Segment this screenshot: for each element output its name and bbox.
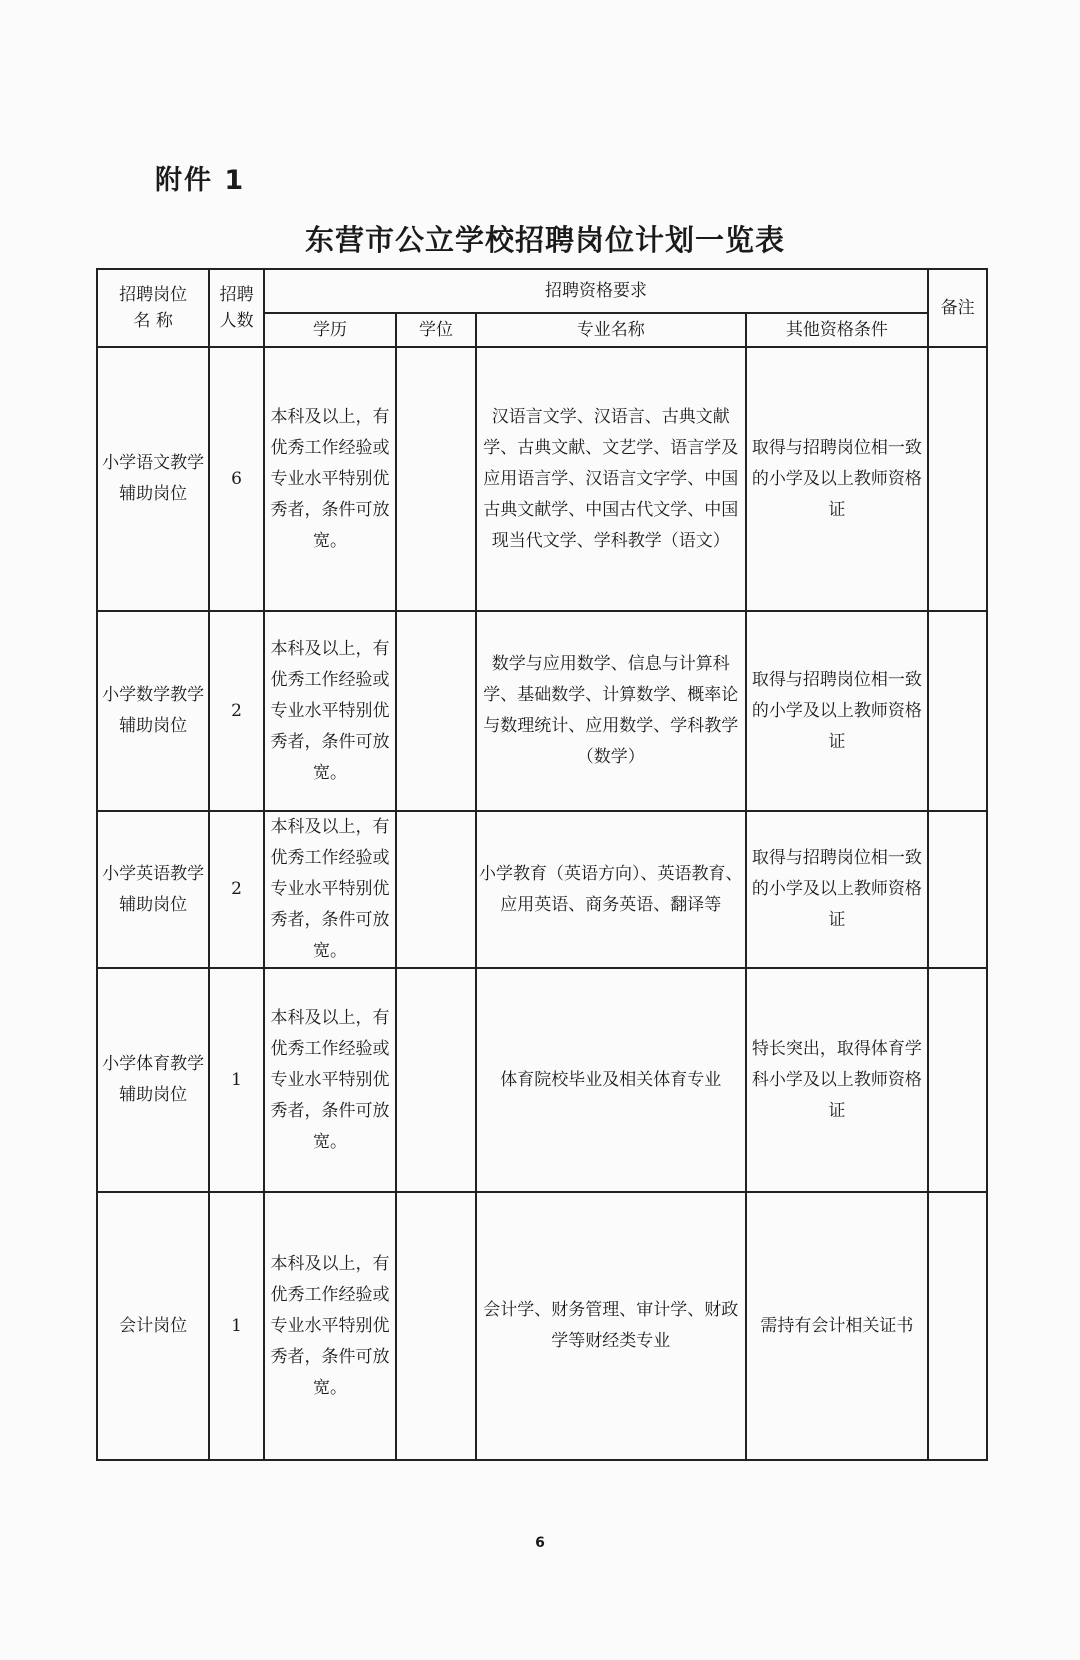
cell-major: 小学教育（英语方向）、英语教育、应用英语、商务英语、翻译等: [476, 811, 746, 968]
header-position-name: 招聘岗位 名 称: [97, 269, 209, 347]
cell-degree: [396, 611, 476, 811]
recruitment-table: [96, 268, 988, 1461]
cell-degree: [396, 968, 476, 1192]
header-other: 其他资格条件: [746, 313, 929, 347]
page-number: 6: [535, 1535, 545, 1551]
cell-position: 小学体育教学辅助岗位: [97, 968, 209, 1192]
table-row: [97, 968, 987, 1192]
cell-other: 取得与招聘岗位相一致的小学及以上教师资格证: [746, 811, 929, 968]
cell-remarks: [928, 1192, 987, 1460]
attachment-label: 附件 1: [155, 165, 246, 196]
cell-education: 本科及以上，有优秀工作经验或专业水平特别优秀者，条件可放宽。: [264, 968, 396, 1192]
page-title: 东营市公立学校招聘岗位计划一览表: [304, 223, 785, 257]
table-row: [97, 611, 987, 811]
cell-remarks: [928, 347, 987, 611]
cell-remarks: [928, 811, 987, 968]
cell-position: 小学数学教学辅助岗位: [97, 611, 209, 811]
header-count: 招聘 人数: [209, 269, 264, 347]
cell-count: 1: [209, 968, 264, 1192]
cell-education: 本科及以上，有优秀工作经验或专业水平特别优秀者，条件可放宽。: [264, 611, 396, 811]
header-major: 专业名称: [476, 313, 746, 347]
cell-remarks: [928, 968, 987, 1192]
cell-degree: [396, 1192, 476, 1460]
cell-remarks: [928, 611, 987, 811]
table-row: [97, 347, 987, 611]
cell-other: 取得与招聘岗位相一致的小学及以上教师资格证: [746, 347, 929, 611]
cell-major: 汉语言文学、汉语言、古典文献学、古典文献、文艺学、语言学及应用语言学、汉语言文字学、中国古典文献学、中国古代文学、中国现当代文学、学科教学（语文）: [476, 347, 746, 611]
table-row: [97, 1192, 987, 1460]
header-requirements: 招聘资格要求: [264, 269, 928, 313]
cell-other: 需持有会计相关证书: [746, 1192, 929, 1460]
cell-education: 本科及以上，有优秀工作经验或专业水平特别优秀者，条件可放宽。: [264, 347, 396, 611]
cell-education: 本科及以上，有优秀工作经验或专业水平特别优秀者，条件可放宽。: [264, 1192, 396, 1460]
cell-position: 小学语文教学辅助岗位: [97, 347, 209, 611]
cell-major: 会计学、财务管理、审计学、财政学等财经类专业: [476, 1192, 746, 1460]
cell-position: 会计岗位: [97, 1192, 209, 1460]
cell-count: 1: [209, 1192, 264, 1460]
header-degree: 学位: [396, 313, 476, 347]
table-row: [97, 811, 987, 968]
cell-count: 6: [209, 347, 264, 611]
cell-count: 2: [209, 611, 264, 811]
cell-other: 特长突出，取得体育学科小学及以上教师资格证: [746, 968, 929, 1192]
header-remarks: 备注: [928, 269, 987, 347]
header-education: 学历: [264, 313, 396, 347]
cell-other: 取得与招聘岗位相一致的小学及以上教师资格证: [746, 611, 929, 811]
cell-position: 小学英语教学辅助岗位: [97, 811, 209, 968]
cell-count: 2: [209, 811, 264, 968]
cell-education: 本科及以上，有优秀工作经验或专业水平特别优秀者，条件可放宽。: [264, 811, 396, 968]
cell-major: 数学与应用数学、信息与计算科学、基础数学、计算数学、概率论与数理统计、应用数学、学科教学（数学）: [476, 611, 746, 811]
cell-major: 体育院校毕业及相关体育专业: [476, 968, 746, 1192]
cell-degree: [396, 347, 476, 611]
cell-degree: [396, 811, 476, 968]
